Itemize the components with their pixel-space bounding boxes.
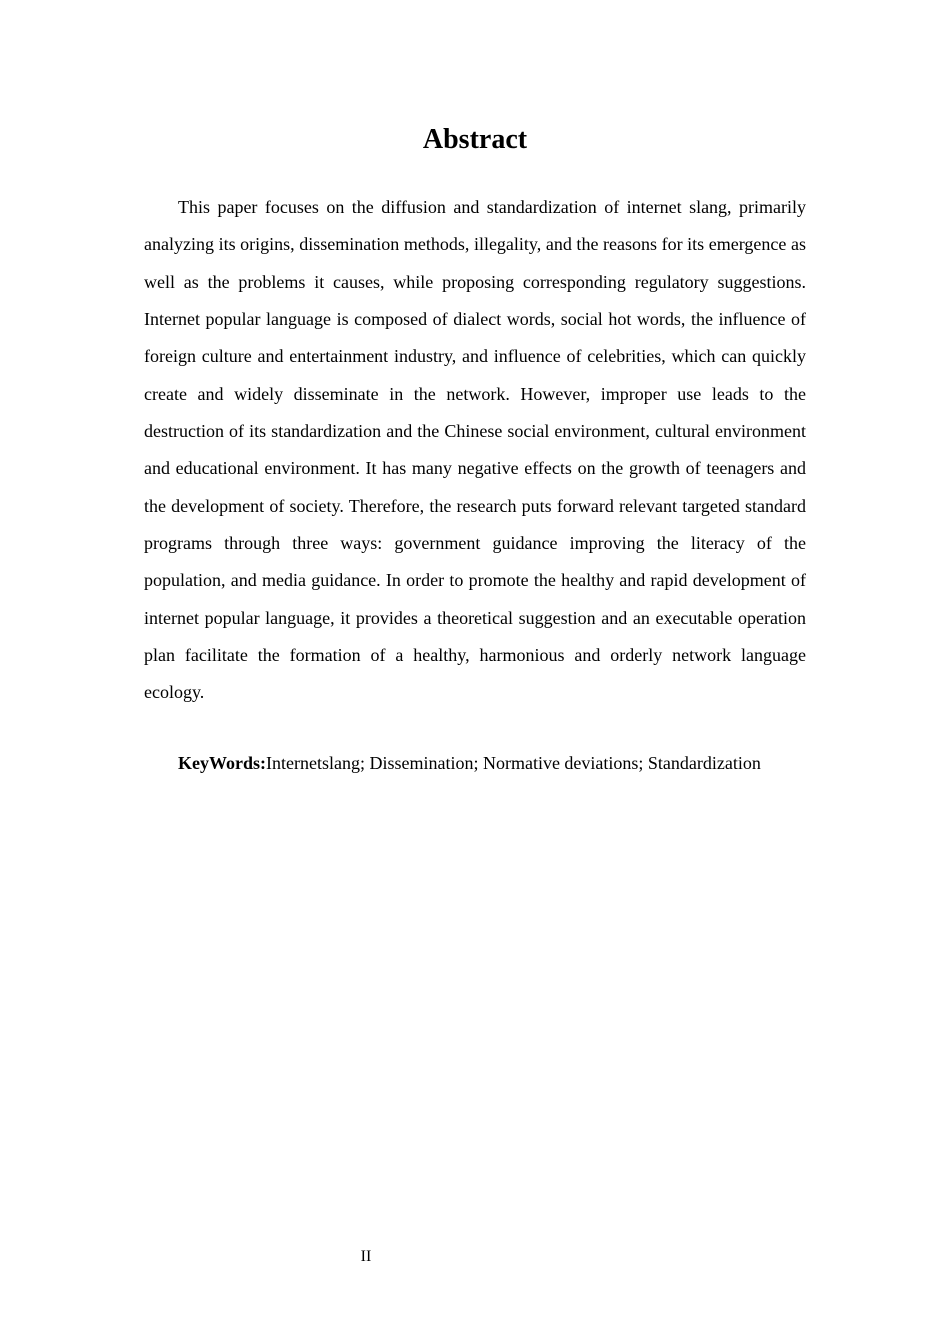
abstract-title: Abstract xyxy=(422,124,528,155)
abstract-paragraph: This paper focuses on the diffusion and standardization of internet slang, primarily analyzing its origins, dissemination methods, illegality, and the reasons for its emergence as well as the problems it causes, while proposing corresponding regulatory suggestions. Internet popular language is composed of dialect words, social hot words, the influence of foreign culture and entertainment industry, and influence of celebrities, which can quickly create and widely disseminate in the network. However, improper use leads to the destruction of its standardization and the Chinese social environment, cultural environment and educational environment. It has many negative effects on the growth of teenagers and the development of society. Therefore, the research puts forward relevant targeted standard programs through three ways: government guidance improving the literacy of the population, and media guidance. In order to promote the healthy and rapid development of internet popular language, it provides a theoretical suggestion and an executable operation plan facilitate the formation of a healthy, harmonious and orderly network language ecology. xyxy=(144,197,806,703)
keywords-value: Internetslang; Dissemination; Normative deviations; Standardization xyxy=(266,753,761,773)
keywords-line xyxy=(178,745,818,782)
page-number: II xyxy=(360,1248,372,1265)
keywords-label: KeyWords: xyxy=(178,753,266,773)
